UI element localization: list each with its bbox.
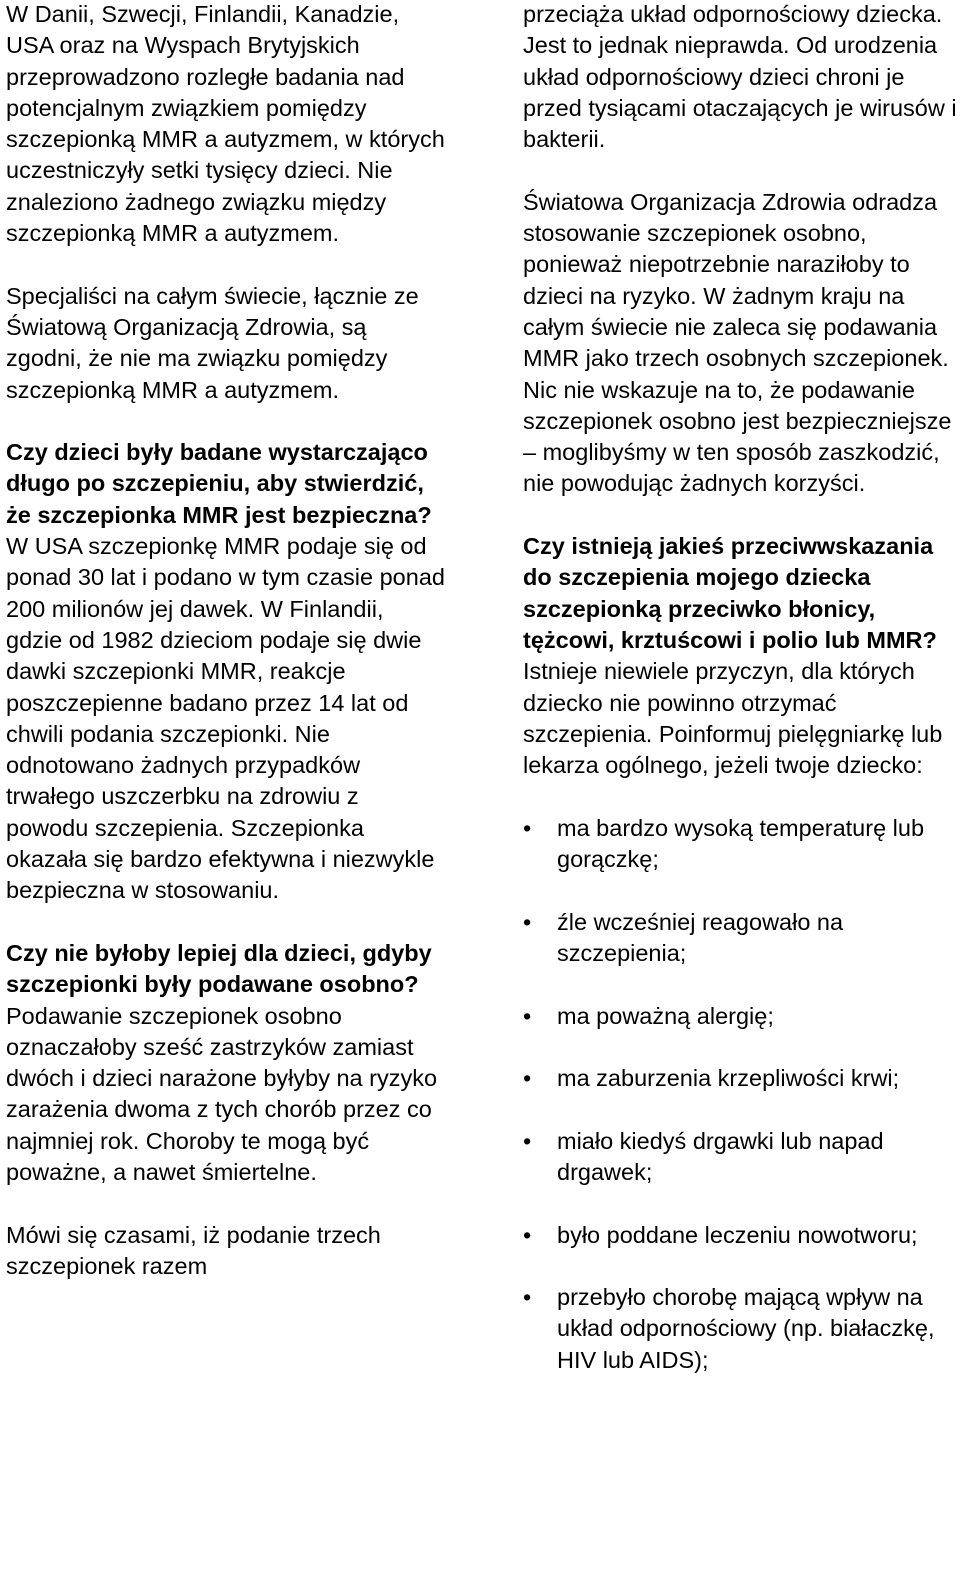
spacer [523,155,960,186]
answer-paragraph: Istnieje niewiele przyczyn, dla których dziecko nie powinno otrzymać szczepienia. Poinformuj pielęgniarkę lub lekarza ogólnego, jeżeli twoje dziecko: [523,658,943,779]
list-item: • ma bardzo wysoką temperaturę lub gorączkę; [523,813,960,876]
spacer [523,500,960,531]
answer-paragraph: W USA szczepionkę MMR podaje się od ponad 30 lat i podano w tym czasie ponad 200 milionów jej dawek. W Finlandii, gdzie od 1982 dzieciom podaje się dwie dawki szczepionki MMR, reakcje poszczepienne badano przez 14 lat od chwili podania szczepionki. Nie odnotowano żadnych przypadków trwałego uszczerbku na zdrowiu z powodu szczepienia. Szczepionka okazała się bardzo efektywna i niezwykle bezpieczna w stosowaniu. [6,533,445,904]
spacer [6,249,446,280]
spacer [6,1188,446,1219]
right-column [523,0,960,1376]
question-heading: Czy dzieci były badane wystarczająco długo po szczepieniu, aby stwierdzić, że szczepionka MMR jest bezpieczna? [6,439,432,528]
list-item: • przebyło chorobę mającą wpływ na układ odpornościowy (np. białaczkę, HIV lub AIDS); [523,1282,960,1376]
left-column [6,0,446,1282]
spacer [6,907,446,938]
intro-paragraph: W Danii, Szwecji, Finlandii, Kanadzie, USA oraz na Wyspach Brytyjskich przeprowadzono rozległe badania nad potencjalnym związkiem pomiędzy szczepionką MMR a autyzmem, w których uczestniczyły setki tysięcy dzieci. Nie znaleziono żadnego związku między szczepionką MMR a autyzmem. [6,1,445,247]
continuation-paragraph: Mówi się czasami, iż podanie trzech szczepionek razem [6,1221,381,1279]
list-item: • miało kiedyś drgawki lub napad drgawek; [523,1126,960,1189]
list-item: • ma zaburzenia krzepliwości krwi; [523,1063,960,1094]
list-item: • ma poważną alergię; [523,1001,960,1032]
answer-paragraph: Podawanie szczepionek osobno oznaczałoby sześć zastrzyków zamiast dwóch i dzieci narażone byłyby na ryzyko zarażenia dwoma z tych chorób przez co najmniej rok. Choroby te mogą być poważne, a nawet śmiertelne. [6,1002,438,1185]
list-item: • źle wcześniej reagowało na szczepienia; [523,907,960,970]
experts-paragraph: Specjaliści na całym świecie, łącznie ze Światową Organizacją Zdrowia, są zgodni, że nie ma związku pomiędzy szczepionką MMR a autyzmem. [6,282,419,403]
continuation-paragraph: przeciąża układ odpornościowy dziecka. Jest to jednak nieprawda. Od urodzenia układ odpornościowy dzieci chroni je przed tysiącami otaczających je wirusów i bakterii. [523,1,957,153]
spacer [523,781,960,812]
spacer [6,406,446,437]
contraindication-list [523,813,960,1376]
question-heading: Czy istnieją jakieś przeciwwskazania do szczepienia mojego dziecka szczepionką przeciwko błonicy, tężcowi, krztuścowi i polio lub MMR? [523,533,937,653]
who-paragraph: Światowa Organizacja Zdrowia odradza stosowanie szczepionek osobno, ponieważ niepotrzebnie naraziłoby to dzieci na ryzyko. W żadnym kraju na całym świecie nie zaleca się podawania MMR jako trzech osobnych szczepionek. Nic nie wskazuje na to, że podawanie szczepionek osobno jest bezpieczniejsze – moglibyśmy w ten sposób zaszkodzić, nie powodując żadnych korzyści. [523,188,952,497]
list-item: • było poddane leczeniu nowotworu; [523,1220,960,1251]
question-heading: Czy nie byłoby lepiej dla dzieci, gdyby szczepionki były podawane osobno? [6,939,432,998]
